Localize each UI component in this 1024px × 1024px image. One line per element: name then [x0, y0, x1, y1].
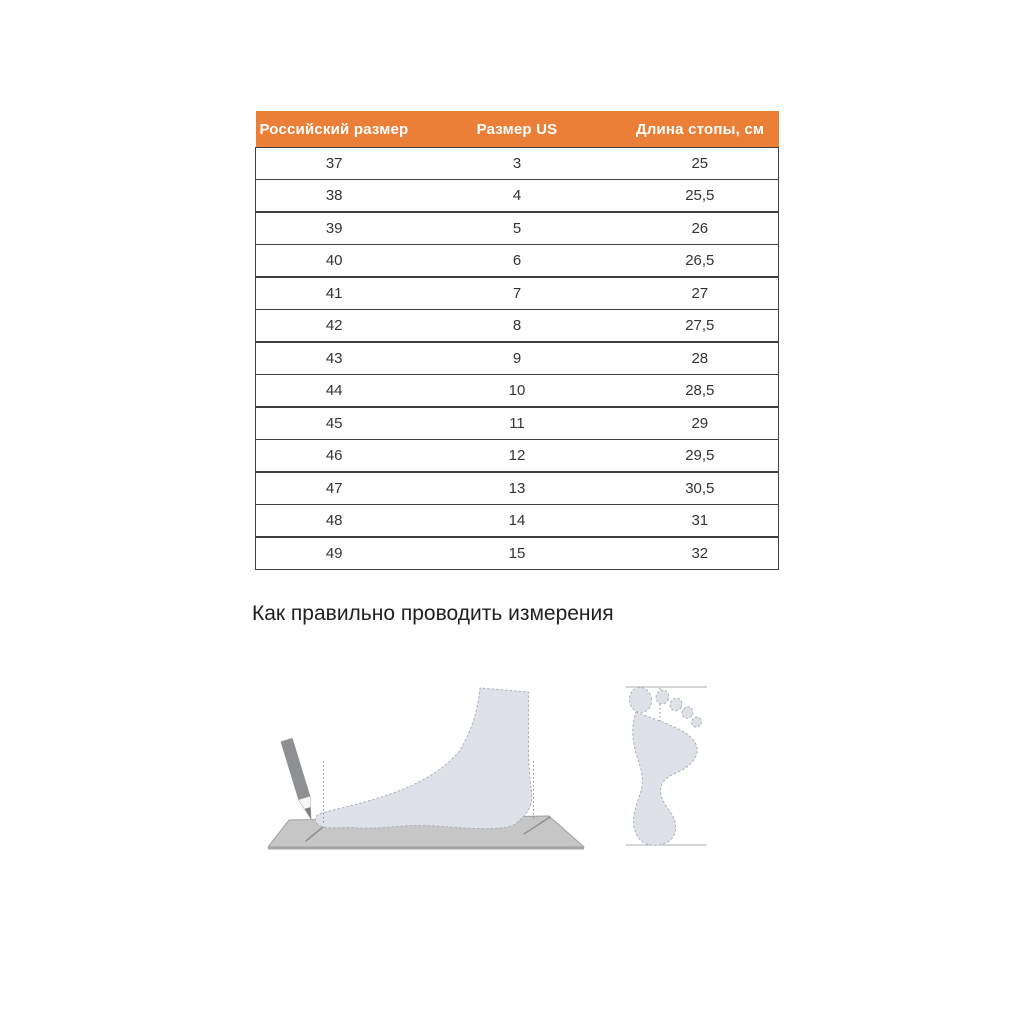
footprint-icon [626, 686, 707, 846]
measurement-guide-svg [248, 650, 728, 865]
table-header-row [256, 111, 779, 148]
table-cell: 14 [412, 505, 621, 538]
column-header-us-size: Размер US [412, 111, 621, 148]
table-cell: 28,5 [622, 375, 779, 408]
table-row [256, 148, 779, 180]
table-cell: 42 [256, 310, 413, 343]
table-cell: 48 [256, 505, 413, 538]
table-cell: 6 [412, 245, 621, 278]
table-cell: 43 [256, 342, 413, 375]
pencil-icon [281, 738, 317, 822]
big-toe-shape [627, 686, 653, 714]
table-row [256, 212, 779, 245]
table-row [256, 310, 779, 343]
table-cell: 10 [412, 375, 621, 408]
table-cell: 12 [412, 440, 621, 473]
table-row [256, 407, 779, 440]
column-header-russian-size: Российский размер [256, 111, 413, 148]
table-cell: 7 [412, 277, 621, 310]
column-header-foot-length: Длина стопы, см [622, 111, 779, 148]
table-cell: 39 [256, 212, 413, 245]
table-cell: 31 [622, 505, 779, 538]
table-row [256, 342, 779, 375]
table-cell: 29,5 [622, 440, 779, 473]
size-table [255, 111, 779, 570]
section-title: Как правильно проводить измерения [252, 602, 614, 625]
table-cell: 27 [622, 277, 779, 310]
table-cell: 9 [412, 342, 621, 375]
table-row [256, 472, 779, 505]
table-row [256, 537, 779, 570]
table-cell: 29 [622, 407, 779, 440]
table-cell: 30,5 [622, 472, 779, 505]
table-cell: 28 [622, 342, 779, 375]
table-cell: 25,5 [622, 180, 779, 213]
table-row [256, 180, 779, 213]
table-cell: 32 [622, 537, 779, 570]
table-cell: 27,5 [622, 310, 779, 343]
table-cell: 41 [256, 277, 413, 310]
table-cell: 47 [256, 472, 413, 505]
table-cell: 5 [412, 212, 621, 245]
table-cell: 25 [622, 148, 779, 180]
table-cell: 26,5 [622, 245, 779, 278]
table-cell: 13 [412, 472, 621, 505]
table-row [256, 505, 779, 538]
table-cell: 49 [256, 537, 413, 570]
table-cell: 44 [256, 375, 413, 408]
table-row [256, 440, 779, 473]
table-cell: 37 [256, 148, 413, 180]
table-cell: 8 [412, 310, 621, 343]
table-cell: 3 [412, 148, 621, 180]
table-row [256, 375, 779, 408]
table-cell: 38 [256, 180, 413, 213]
table-cell: 15 [412, 537, 621, 570]
table-row [256, 277, 779, 310]
table-cell: 11 [412, 407, 621, 440]
table-cell: 40 [256, 245, 413, 278]
table-cell: 46 [256, 440, 413, 473]
table-cell: 4 [412, 180, 621, 213]
table-cell: 45 [256, 407, 413, 440]
measurement-guide-illustration [248, 650, 728, 865]
table-row [256, 245, 779, 278]
table-cell: 26 [622, 212, 779, 245]
foot-side-icon [315, 688, 532, 829]
